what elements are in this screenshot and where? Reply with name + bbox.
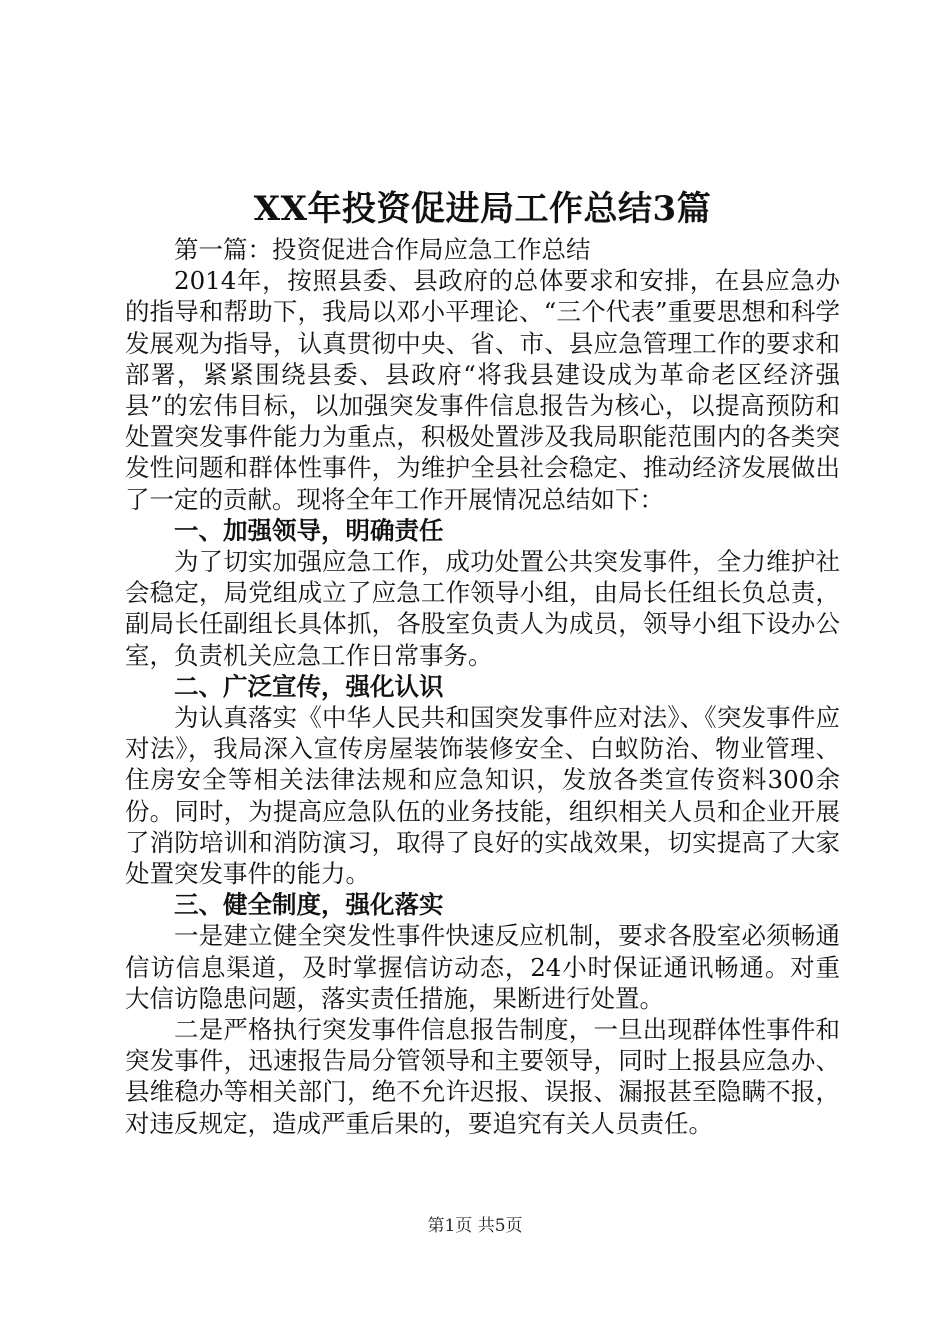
body-paragraph: 为了切实加强应急工作，成功处置公共突发事件，全力维护社会稳定，局党组成立了应急工作领导小组，由局长任组长负总责，副局长任副组长具体抓，各股室负责人为成员，领导小组下设办公室，负责机关应急工作日常事务。 [125, 547, 840, 670]
body-paragraph: 一是建立健全突发性事件快速反应机制，要求各股室必须畅通信访信息渠道，及时掌握信访动态，24小时保证通讯畅通。对重大信访隐患问题，落实责任措施，果断进行处置。 [125, 921, 840, 1013]
body-paragraph: 第一篇：投资促进合作局应急工作总结 [174, 235, 591, 264]
page-footer: 第1页 共5页 [427, 1216, 523, 1236]
section-heading: 三、健全制度，强化落实 [174, 890, 444, 920]
body-paragraph: 二是严格执行突发事件信息报告制度，一旦出现群体性事件和突发事件，迅速报告局分管领导和主要领导，同时上报县应急办、县维稳办等相关部门，绝不允许迟报、误报、漏报甚至隐瞒不报，对违反规定，造成严重后果的，要追究有关人员责任。 [125, 1015, 840, 1138]
document-blocks [125, 234, 840, 1139]
section-heading: 一、加强领导，明确责任 [174, 515, 444, 545]
document-body [125, 184, 840, 1139]
body-paragraph: 为认真落实《中华人民共和国突发事件应对法》、《突发事件应对法》，我局深入宣传房屋装饰装修安全、白蚁防治、物业管理、住房安全等相关法律法规和应急知识，发放各类宣传资料300余份。同时，为提高应急队伍的业务技能，组织相关人员和企业开展了消防培训和消防演习，取得了良好的实战效果，切实提高了大家处置突发事件的能力。 [125, 703, 840, 889]
body-paragraph: 2014年，按照县委、县政府的总体要求和安排，在县应急办的指导和帮助下，我局以邓小平理论、“三个代表”重要思想和科学发展观为指导，认真贯彻中央、省、市、县应急管理工作的要求和部署，紧紧围绕县委、县政府“将我县建设成为革命老区经济强县”的宏伟目标，以加强突发事件信息报告为核心，以提高预防和处置突发事件能力为重点，积极处置涉及我局职能范围内的各类突发性问题和群体性事件，为维护全县社会稳定、推动经济发展做出了一定的贡献。现将全年工作开展情况总结如下： [125, 266, 840, 514]
section-heading: 二、广泛宣传，强化认识 [174, 671, 444, 701]
document-title: XX年投资促进局工作总结3篇 [253, 189, 712, 229]
